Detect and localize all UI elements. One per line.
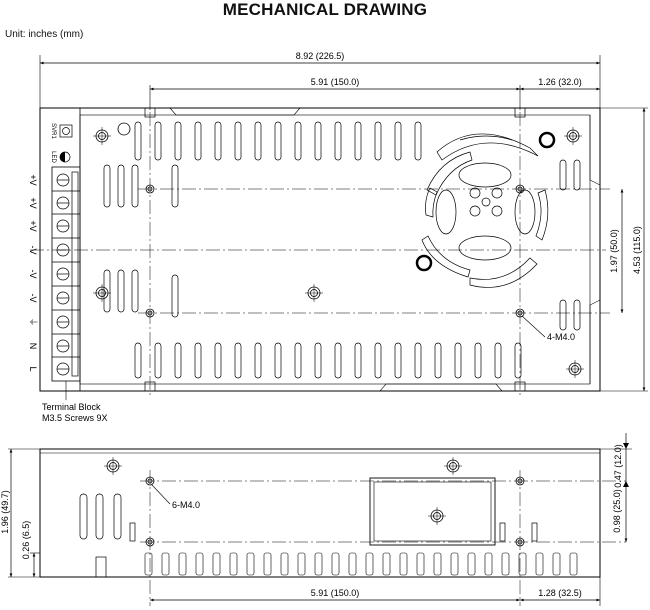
top-screw-callout: 4-M4.0 <box>547 332 576 342</box>
terminal-label-4: -V <box>28 245 38 255</box>
hole-spacing-x-label: 5.91 (150.0) <box>310 77 360 87</box>
terminal-label-6: -V <box>28 293 38 303</box>
terminal-label-7: ⏚ <box>28 317 38 327</box>
right-offset-label: 1.26 (32.0) <box>538 77 582 87</box>
hole-spacing-y-label: 1.97 (50.0) <box>609 229 619 273</box>
terminal-label-9: L <box>28 366 38 372</box>
terminal-block-label-line2: M3.5 Screws 9X <box>42 413 108 423</box>
overall-height-label: 4.53 (115.0) <box>632 226 642 274</box>
terminal-block-label-line1: Terminal Block <box>42 402 101 412</box>
fan-grille <box>422 134 548 288</box>
top-offset-label: 0.47 (12.0) <box>613 444 623 488</box>
top-view <box>28 51 648 423</box>
unit-label: Unit: inches (mm) <box>5 29 84 40</box>
side-hole-spacing-y-label: 0.98 (25.0) <box>612 489 622 533</box>
bottom-offset-label: 0.26 (6.5) <box>21 520 31 560</box>
overall-width-label: 8.92 (226.5) <box>295 51 345 61</box>
marker-circle-bottom <box>417 256 431 270</box>
terminal-label-5: -V <box>28 269 38 279</box>
terminal-label-3: +V <box>28 220 38 232</box>
side-height-label: 1.96 (49.7) <box>0 490 10 534</box>
terminal-label-1: +V <box>28 174 38 186</box>
marker-circle-top <box>540 133 554 147</box>
side-case-outline <box>40 449 600 577</box>
side-hole-spacing-x-label: 5.91 (150.0) <box>310 588 360 598</box>
side-view <box>0 433 632 606</box>
drawing-title: MECHANICAL DRAWING <box>222 0 428 19</box>
side-screw-callout: 6-M4.0 <box>172 500 201 510</box>
terminal-label-8: N <box>28 342 38 350</box>
side-right-offset-label: 1.28 (32.5) <box>538 588 582 598</box>
terminal-label-2: +V <box>28 197 38 209</box>
led-label: LED <box>50 151 56 163</box>
adj-label: SVR1 <box>50 123 56 139</box>
top-case-outline <box>40 108 600 391</box>
